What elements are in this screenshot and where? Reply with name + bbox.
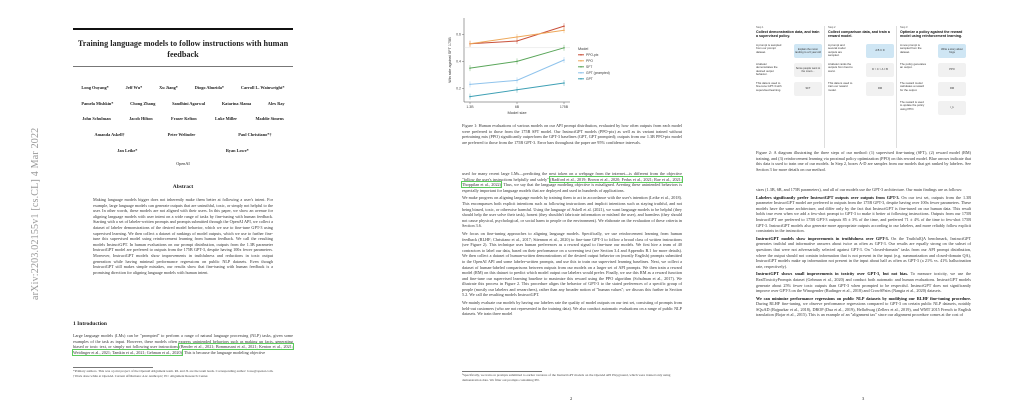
finding-paragraph	[756, 296, 971, 318]
diagram-step	[900, 26, 966, 146]
data-point	[469, 84, 471, 86]
step-box: RM	[938, 82, 966, 96]
author-name: Paul Christiano*†	[238, 132, 272, 138]
step-description: A labeler demonstrates the desired output behavior.	[756, 61, 778, 77]
legend-marker	[580, 66, 582, 68]
footnote-rule	[73, 367, 153, 368]
legend-title: Model	[578, 47, 589, 51]
finding-paragraph	[756, 271, 971, 293]
author-row	[73, 80, 293, 96]
author-name: Maddie Simens	[255, 116, 284, 122]
x-tick-label: 1.3B	[466, 105, 474, 109]
legend-marker	[580, 78, 582, 80]
step-row	[828, 63, 894, 77]
footnotes	[73, 369, 293, 379]
step-box: A B C D	[866, 44, 894, 58]
footnote: †Work done while at OpenAI. Current affiliations: AA: Anthropic; PC: Alignment Research Center.	[73, 374, 209, 378]
section-heading-introduction: 1 Introduction	[73, 321, 107, 327]
y-tick-label: 0.4	[456, 59, 461, 64]
step-description: A labeler ranks the outputs from best to worst.	[828, 61, 853, 73]
x-tick-label: 175B	[559, 105, 569, 109]
data-point	[516, 40, 518, 42]
author-name: Xu Jiang*	[159, 85, 178, 91]
step-description: A new prompt is sampled from the dataset.	[900, 42, 922, 54]
step-box: Write a story about frogs	[938, 44, 966, 58]
step-box: D > C > A = B	[866, 63, 894, 77]
author-name: Carroll L. Wainwright*	[240, 85, 285, 91]
y-axis-label: Win rate against SFT 175B	[448, 37, 452, 83]
page-2-body	[462, 171, 682, 319]
paragraph: We make progress on aligning language models by training them to act in accordance with the user's intention (Leike et al., 2018). This encompasses both explicit intentions such as following instructions and implicit intentions such as staying truthful, and not being biased, toxic, or otherwise harmful. Using the language of Askell et al. (2021), we want language models to be helpful (they should help the user solve their task), honest (they shouldn't fabricate information or mislead the user), and harmless (they should not cause physical, psychological, or social harm to people or the environment). We elaborate on the evaluation of these criteria in Section 3.6.	[462, 195, 682, 229]
step-description: This data is used to train our reward model.	[828, 80, 853, 92]
step-row	[756, 82, 822, 96]
title-bottom-rule	[73, 66, 293, 67]
step-row	[900, 101, 966, 115]
citation-link[interactable]: (Radford et al., 2019; Brown et al., 2020; Fedus et al., 2021; Rae et al., 2021; Thoppilan et al., 2022)	[462, 176, 682, 188]
figure-1-chart	[442, 10, 622, 120]
author-list	[73, 80, 293, 158]
step-description: This data is used to fine-tune GPT-3 with supervised learning.	[756, 80, 782, 92]
y-tick-label: 0.6	[456, 32, 461, 37]
diagram-step	[828, 26, 894, 146]
paragraph: We mainly evaluate our models by having our labelers rate the quality of model outputs on our test set, consisting of prompts from held-out customers (who are not represented in the training data). We also conduct automatic evaluations on a range of public NLP datasets. We train three model	[462, 300, 682, 317]
author-name: Amanda Askell†	[94, 132, 125, 138]
finding-text: To measure toxicity, we use the RealToxicityPrompts dataset (Gehman et al., 2020) and conduct both automatic and human evaluations. InstructGPT models generate about 25% fewer toxic outputs than GPT-3 when prompted to be respectful. InstructGPT does not significantly improve over GPT-3 on the Winogender (Rudinger et al., 2018) and CrowSPairs (Nangia et al., 2020) datasets.	[756, 271, 971, 294]
figure-2-diagram	[756, 26, 966, 146]
author-name: Diogo Almeida*	[194, 85, 225, 91]
paragraph: sizes (1.3B, 6B, and 175B parameters), and all of our models use the GPT-3 architecture. Our main findings are as follows:	[756, 187, 963, 192]
step-box: Some people went to the moon...	[794, 63, 822, 77]
page-number: 3	[862, 396, 865, 401]
page-3-body	[756, 187, 971, 320]
step-label: Step 2	[828, 26, 836, 29]
y-tick-label: 0.2	[456, 86, 461, 91]
step-heading: Collect comparison data, and train a reward model.	[828, 30, 890, 39]
finding-text: On our test set, outputs from the 1.3B parameter InstructGPT model are preferred to outputs from the 175B GPT-3, despite having over 100x fewer parameters. These models have the same architecture, and differ only by the fact that InstructGPT is fine-tuned on our human data. This result holds true even when we add a few-shot prompt to GPT-3 to make it better at following instructions. Outputs from our 175B InstructGPT are preferred to 175B GPT-3 outputs 85 ± 3% of the time, and preferred 71 ± 4% of the time to few-shot 175B GPT-3. InstructGPT models also generate more appropriate outputs according to our labelers, and more reliably follow explicit constraints in the instruction.	[756, 194, 971, 234]
legend-entry: GPT	[586, 77, 593, 81]
author-name: John Schulman	[82, 116, 111, 122]
arxiv-stamp: arXiv:2203.02155v1 [cs.CL] 4 Mar 2022	[30, 127, 41, 300]
step-heading: Collect demonstration data, and train a supervised policy.	[756, 30, 820, 39]
finding-paragraph	[756, 195, 971, 234]
author-row	[73, 96, 293, 112]
x-tick-label: 6B	[514, 105, 520, 109]
data-point	[563, 59, 565, 61]
legend-marker	[580, 72, 582, 74]
legend-entry: PPO	[586, 59, 593, 63]
paper-title: Training language models to follow instructions with human feedback	[77, 39, 289, 59]
x-axis-label: Model size	[507, 110, 527, 115]
step-description: The reward model calculates a reward for the output.	[900, 80, 925, 92]
step-row	[756, 44, 822, 58]
step-box: PPO	[938, 63, 966, 77]
finding-heading: InstructGPT shows small improvements in toxicity over GPT-3, but not bias.	[756, 271, 909, 277]
author-name: Fraser Kelton	[171, 116, 197, 122]
step-box: r_k	[938, 101, 966, 115]
step-box: SFT	[794, 82, 822, 96]
affiliation: OpenAI	[176, 161, 190, 166]
finding-text: On the TruthfulQA benchmark, InstructGPT generates truthful and informative answers about twice as often as GPT-3. Our results are equally strong on the subset of questions that were not adversarially selected against GPT-3. On "closed-domain" tasks from our API prompt distribution, where the output should not contain information that is not present in the input (e.g. summarization and closed-domain QA), InstructGPT models make up information not present in the input about half as often as GPT-3 (a 21% vs. 41% hallucination rate, respectively).	[756, 235, 971, 269]
data-point	[563, 47, 565, 49]
author-name: Alex Ray	[267, 100, 285, 106]
step-description: A prompt is sampled from our prompt dataset.	[756, 42, 782, 54]
finding-heading: InstructGPT models show improvements in truthfulness over GPT-3.	[756, 235, 889, 241]
step-label: Step 1	[756, 26, 764, 29]
diagram-step	[756, 26, 822, 146]
step-heading: Optimize a policy against the reward model using reinforcement learning.	[900, 30, 963, 39]
step-divider	[824, 26, 825, 148]
data-point	[469, 43, 471, 45]
paragraph: We focus on fine-tuning approaches to aligning language models. Specifically, we use reinforcement learning from human feedback (RLHF; Christiano et al., 2017; Stiennon et al., 2020) to fine-tune GPT-3 to follow a broad class of written instructions (see Figure 2). This technique uses human preferences as a reward signal to fine-tune our models. We first hire a team of 40 contractors to label our data, based on their performance on a screening test (see Section 3.4 and Appendix B.1 for more details). We then collect a dataset of human-written demonstrations of the desired output behavior on (mostly English) prompts submitted to the OpenAI API and some labeler-written prompts, and use this to train our supervised learning baselines. Next, we collect a dataset of human-labeled comparisons between outputs from our models on a larger set of API prompts. We then train a reward model (RM) on this dataset to predict which model output our labelers would prefer. Finally, we use this RM as a reward function and fine-tune our supervised learning baseline to maximize this reward using the PPO algorithm (Schulman et al., 2017). We illustrate this process in Figure 2. This procedure aligns the behavior of GPT-3 to the stated preferences of a specific group of people (mostly our labelers and researchers), rather than any broader notion of "human values"; we discuss this further in Section 5.2. We call the resulting models InstructGPT.	[462, 230, 682, 298]
step-row	[828, 44, 894, 58]
footnote: *Primary authors. This was a joint project of the OpenAI Alignment team. RL and JL are the team leads. Corresponding author: lowe@openai.com.	[73, 369, 274, 373]
finding-paragraph	[756, 236, 971, 270]
author-name: Jacob Hilton	[129, 116, 153, 122]
intro-tail: . This is because the language modeling objective	[181, 349, 266, 355]
finding-heading: Labelers significantly prefer InstructGPT outputs over outputs from GPT-3.	[756, 194, 900, 200]
data-point	[516, 89, 518, 91]
author-name: Jan Leike*	[117, 147, 138, 153]
step-row	[900, 44, 966, 58]
data-point	[563, 29, 565, 31]
intro-text: Large language models (LMs) can be "prompted" to perform a range of natural language processing (NLP) tasks, given some examples of the task as input. However, these models often express unintended behaviors such as making up facts, generating biased or toxic text, or simply not following user instructions	[73, 333, 293, 350]
author-name: Sandhini Agarwal	[172, 100, 206, 106]
paragraph-text: . Thus, we say that the language modeling objective is misaligned. Averting these unintended behaviors is especially important for language models that are deployed and used in hundreds of applications.	[462, 182, 683, 193]
data-point	[563, 25, 565, 27]
finding-text: During RLHF fine-tuning, we observe performance regressions compared to GPT-3 on certain public NLP datasets, notably SQuAD (Rajpurkar et al., 2018), DROP (Dua et al., 2019), HellaSwag (Zellers et al., 2019), and WMT 2015 French to English translation (Bojar et al., 2015). This is an example of an "alignment tax" since our alignment procedure comes at the cost of	[756, 301, 971, 318]
legend-marker	[580, 54, 582, 56]
legend-entry: SFT	[586, 65, 593, 69]
data-point	[563, 82, 565, 84]
step-label: Step 3	[900, 26, 908, 29]
author-name: Pamela Mishkin*	[81, 100, 114, 106]
footnote-rule	[462, 371, 542, 372]
page-1	[0, 0, 340, 408]
author-name: Peter Welinder	[167, 132, 196, 138]
citation-link[interactable]: (Bender et al., 2021; Bommasani et al., 2021; Kenton et al., 2021; Weidinger et al., 2021; Tamkin et al., 2021; Gehman et al., 2020)	[73, 344, 293, 355]
author-name: Chong Zhang	[130, 100, 156, 106]
legend-entry: PPO-ptx	[586, 53, 599, 57]
step-row	[900, 82, 966, 96]
abstract-heading: Abstract	[172, 184, 194, 190]
introduction-text	[73, 333, 293, 355]
data-point	[469, 96, 471, 98]
author-row	[73, 142, 293, 158]
author-name: Long Ouyang*	[81, 85, 109, 91]
series-line-sft	[470, 48, 564, 68]
page-3	[684, 0, 1024, 408]
paragraph-text: used for many recent large LMs—predicting the next token on a webpage from the internet—is different from the objective "follow the user's instructions helpfully and safely"	[462, 171, 682, 182]
legend-marker	[580, 60, 582, 62]
step-description: A prompt and several model outputs are sampled.	[828, 42, 846, 58]
page-2	[342, 0, 682, 408]
step-description: The reward is used to update the policy using PPO.	[900, 99, 925, 111]
legend-entry: GPT (prompted)	[586, 71, 610, 75]
step-box: RM	[866, 82, 894, 96]
step-description: The policy generates an output.	[900, 61, 926, 70]
figure-2-caption: Figure 2: A diagram illustrating the three steps of our method: (1) supervised fine-tuning (SFT), (2) reward model (RM) training, and (3) reinforcement learning via proximal policy optimization (PPO) on this reward model. Blue arrows indicate that this data is used to train one of our models. In Step 2, boxes A-D are samples from our models that get ranked by labelers. See Section 3 for more details on our method.	[756, 150, 971, 172]
data-point	[469, 67, 471, 69]
author-name: Katarina Slama	[221, 100, 252, 106]
step-row	[756, 63, 822, 77]
paragraph	[462, 171, 682, 193]
title-top-rule	[73, 28, 293, 30]
author-row	[73, 111, 293, 127]
figure-1-caption: Figure 1: Human evaluations of various models on our API prompt distribution, evaluated by how often outputs from each model were preferred to those from the 175B SFT model. Our InstructGPT models (PPO-ptx) as well as its variant trained without pretraining mix (PPO) significantly outperform the GPT-3 baselines (GPT, GPT prompted); outputs from our 1.3B PPO-ptx model are preferred to those from the 175B GPT-3. Error bars throughout the paper are 95% confidence intervals.	[462, 123, 682, 145]
finding-heading: We can minimize performance regressions on public NLP datasets by modifying our RLHF fine-tuning procedure.	[756, 295, 971, 301]
author-row	[73, 127, 293, 143]
step-row	[900, 63, 966, 77]
author-name: Luke Miller	[215, 116, 238, 122]
data-point	[516, 36, 518, 38]
step-divider	[896, 26, 897, 148]
data-point	[516, 80, 518, 82]
page-number: 2	[570, 396, 573, 401]
data-point	[516, 61, 518, 63]
footnote: ¹Specifically, we train on prompts submitted to earlier versions of the InstructGPT models on the OpenAI API Playground, which were trained only using demonstration data. We filter out prompts containing PII.	[462, 373, 671, 382]
step-row	[828, 82, 894, 96]
abstract-text: Making language models bigger does not inherently make them better at following a user's intent. For example, large language models can generate outputs that are untruthful, toxic, or simply not helpful to the user. In other words, these models are not aligned with their users. In this paper, we show an avenue for aligning language models with user intent on a wide range of tasks by fine-tuning with human feedback. Starting with a set of labeler-written prompts and prompts submitted through the OpenAI API, we collect a dataset of labeler demonstrations of the desired model behavior, which we use to fine-tune GPT-3 using supervised learning. We then collect a dataset of rankings of model outputs, which we use to further fine-tune this supervised model using reinforcement learning from human feedback. We call the resulting models InstructGPT. In human evaluations on our prompt distribution, outputs from the 1.3B parameter InstructGPT model are preferred to outputs from the 175B GPT-3, despite having 100x fewer parameters. Moreover, InstructGPT models show improvements in truthfulness and reductions in toxic output generation while having minimal performance regressions on public NLP datasets. Even though InstructGPT still makes simple mistakes, our results show that fine-tuning with human feedback is a promising direction for aligning language models with human intent.	[93, 197, 273, 275]
author-name: Ryan Lowe*	[225, 147, 249, 153]
step-box: Explain the moon landing to a 6 year old	[794, 44, 822, 58]
author-name: Jeff Wu*	[125, 85, 143, 91]
